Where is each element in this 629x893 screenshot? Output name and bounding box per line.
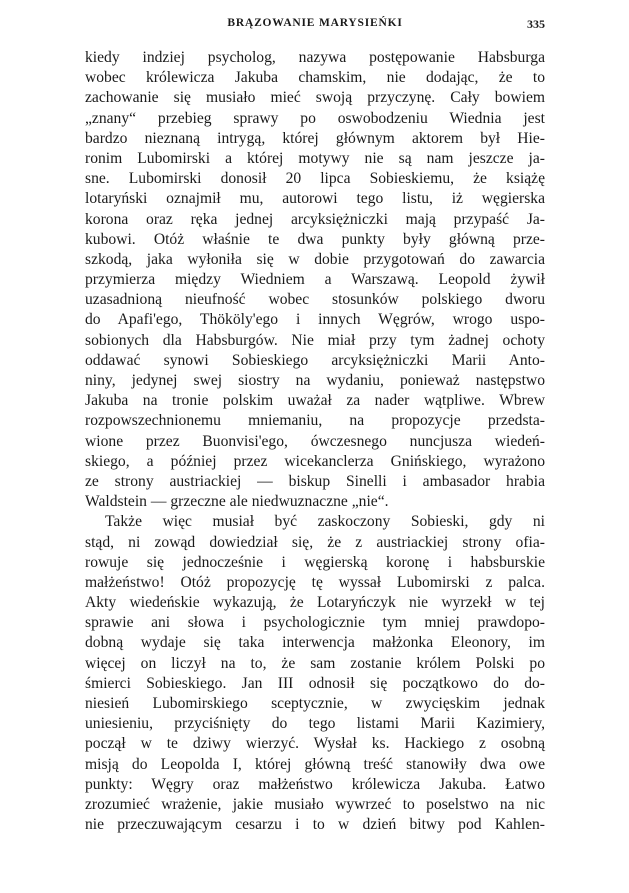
text-line: stąd, ni zowąd dowiedział się, że z austriackiej strony ofia- xyxy=(85,533,545,551)
text-line: bardzo nieznaną intrygą, której głównym aktorem był Hie- xyxy=(85,129,545,147)
page-number: 335 xyxy=(527,17,545,31)
text-line: ze strony austriackiej — biskup Sinelli i ambasador hrabia xyxy=(85,472,545,490)
text-line: śmierci Sobieskiego. Jan III odnosił się początkowo do do- xyxy=(85,674,545,692)
text-line: rozpowszechnionemu mniemaniu, na propozycje przedsta- xyxy=(85,412,545,430)
text-line: wobec królewicza Jakuba chamskim, nie dodając, że to xyxy=(85,69,545,87)
text-line: wione przez Buonvisi'ego, ówczesnego nuncjusza wiedeń- xyxy=(85,432,545,450)
text-line: niesień Lubomirskiego sceptycznie, w zwycięskim jednak xyxy=(85,695,545,712)
running-title: BRĄZOWANIE MARYSIEŃKI xyxy=(227,17,403,29)
text-line: oddawać synowi Sobieskiego arcyksiężniczki Marii Anto- xyxy=(85,351,545,369)
text-line: sprawie ani słowa i psychologicznie tym mniej prawdopo- xyxy=(85,614,545,632)
body-text xyxy=(85,48,545,835)
paragraph-start-line: Także więc musiał być zaskoczony Sobieski, gdy ni xyxy=(105,513,545,531)
text-line: korona oraz ręka jednej arcyksiężniczki mają przypaść Ja- xyxy=(85,210,545,228)
text-line: Akty wiedeńskie wykazują, że Lotaryńczyk nie wyrzekł w tej xyxy=(85,594,545,612)
text-line: lotaryński oznajmił mu, autorowi tego listu, iż węgierska xyxy=(85,190,545,208)
text-line: zrozumieć wrażenie, jakie musiało wywrzeć to poselstwo na nic xyxy=(85,795,545,813)
text-line: uniesieniu, przyciśnięty do tego listami Marii Kazimiery, xyxy=(85,715,545,733)
text-line: małżeństwo! Otóż propozycję tę wyssał Lubomirski z palca. xyxy=(85,573,545,591)
text-line: szkodą, jaka wyłoniła się w dobie przygotowań do zawarcia xyxy=(85,250,545,268)
text-line: Jakuba na tronie polskim uważał za nader wątpliwe. Wbrew xyxy=(85,392,545,410)
text-line: ronim Lubomirski a której motywy nie są nam jeszcze ja- xyxy=(85,149,545,167)
text-line: do Apafi'ego, Thököly'ego i innych Węgrów, wrogo uspo- xyxy=(85,311,545,329)
text-line: sne. Lubomirski donosił 20 lipca Sobieskiemu, że książę xyxy=(85,170,545,188)
text-line: skiego, a później przez wicekanclerza Gnińskiego, wyrażono xyxy=(85,452,545,470)
text-line: więcej on liczył na to, że sam zostanie królem Polski po xyxy=(85,654,545,672)
text-line: kiedy indziej psycholog, nazywa postępowanie Habsburga xyxy=(85,49,545,66)
running-header xyxy=(85,17,545,37)
text-line: dobną wydaje się taka interwencja małżonka Eleonory, im xyxy=(85,634,545,652)
text-line: począł w te dziwy wierzyć. Wysłał ks. Hackiego z osobną xyxy=(85,735,545,753)
text-line: punkty: Węgry oraz małżeństwo królewicza Jakuba. Łatwo xyxy=(85,775,545,793)
text-line: uzasadnioną nieufność wobec stosunków polskiego dworu xyxy=(85,291,545,309)
paragraph-end-line: Waldstein — grzeczne ale niedwuznaczne „nie“. xyxy=(85,493,389,511)
text-line: misją do Leopolda I, której główną treść stanowiły dwa owe xyxy=(85,755,545,773)
text-line: niny, jedynej swej siostry na wydaniu, ponieważ następstwo xyxy=(85,372,545,389)
text-line: nie przeczuwającym cesarzu i to w dzień bitwy pod Kahlen- xyxy=(85,816,545,834)
text-line: sobionych dla Habsburgów. Nie miał przy tym żadnej ochoty xyxy=(85,331,545,349)
text-line: zachowanie się musiało mieć swoją przyczynę. Cały bowiem xyxy=(85,89,545,107)
text-line: kubowi. Otóż właśnie te dwa punkty były główną prze- xyxy=(85,230,545,248)
text-line: przymierza między Wiedniem a Warszawą. Leopold żywił xyxy=(85,271,545,289)
text-line: rowuje się jednocześnie i węgierską koronę i habsburskie xyxy=(85,553,545,571)
text-line: „znany“ przebieg sprawy po oswobodzeniu Wiednia jest xyxy=(85,109,545,127)
